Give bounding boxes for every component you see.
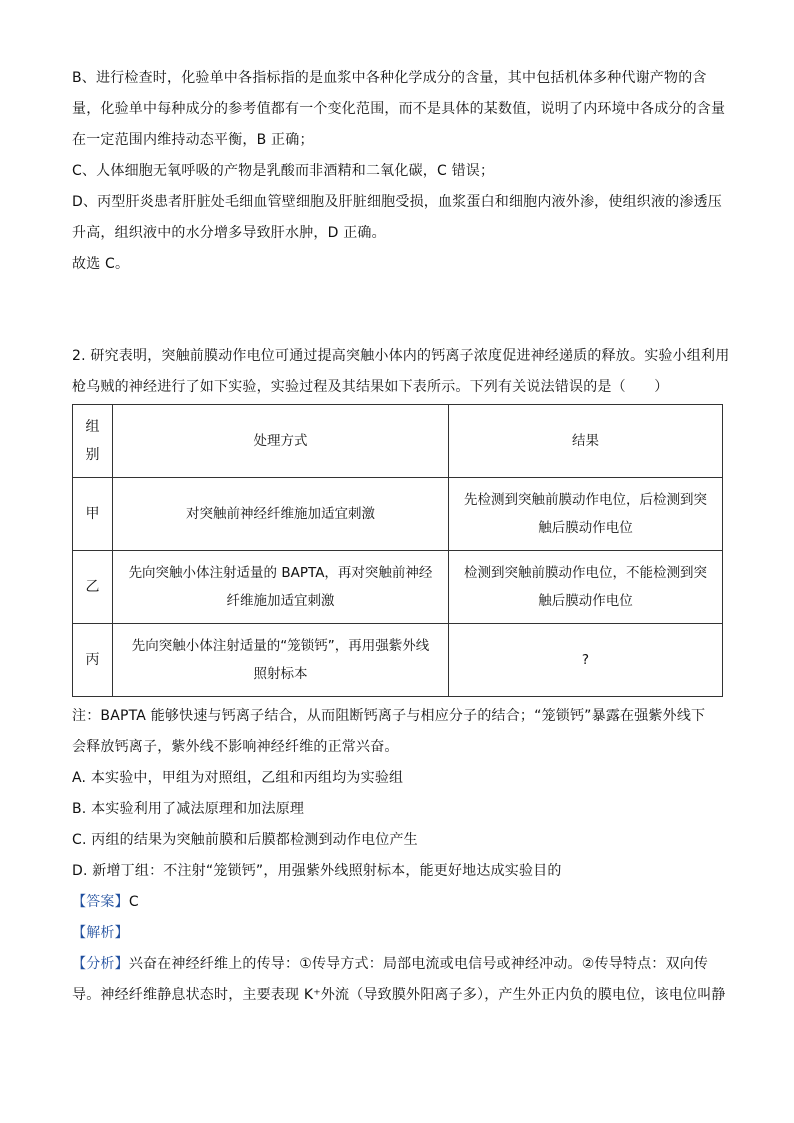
result-text-line: 触后膜动作电位	[538, 520, 633, 536]
fenxi-label: 【分析】	[72, 956, 129, 972]
group-header-char-2: 别	[85, 447, 100, 463]
option-b: B. 本实验利用了减法原理和加法原理	[72, 801, 305, 817]
method-cell	[113, 624, 449, 697]
option-d: D. 新增丁组：不注射“笼锁钙”，用强紫外线照射标本，能更好地达成实验目的	[72, 863, 562, 879]
group-cell: 乙	[73, 551, 113, 624]
method-text-line: 纤维施加适宜刺激	[226, 593, 335, 609]
analysis-line-1-text: 兴奋在神经纤维上的传导：①传导方式：局部电流或电信号或神经冲动。②传导特点：双向传	[128, 956, 709, 972]
solution-b-line-3: 在一定范围内维持动态平衡，B 正确；	[72, 132, 314, 148]
experiment-table	[72, 404, 723, 697]
question-stem-line-1: 2. 研究表明，突触前膜动作电位可通过提高突触小体内的钙离子浓度促进神经递质的释放。实验小组利用	[72, 348, 730, 364]
group-cell: 丙	[73, 624, 113, 697]
method-text-line: 对突触前神经纤维施加适宜刺激	[186, 506, 375, 522]
method-text-line: 照射标本	[253, 666, 308, 682]
result-text-line: 先检测到突触前膜动作电位，后检测到突	[464, 492, 707, 508]
result-header-cell: 结果	[449, 405, 723, 478]
group-header-char-1: 组	[85, 419, 100, 435]
method-text-line: 先向突触小体注射适量的“笼锁钙”，再用强紫外线	[131, 638, 430, 654]
option-c: C. 丙组的结果为突触前膜和后膜都检测到动作电位产生	[72, 832, 418, 848]
result-cell	[449, 551, 723, 624]
table-row	[73, 624, 723, 697]
table-row	[73, 478, 723, 551]
result-cell	[449, 624, 723, 697]
group-header-cell	[73, 405, 113, 478]
solution-b-line-1: B、进行检查时，化验单中各指标指的是血浆中各种化学成分的含量，其中包括机体多种代谢产物的含	[72, 70, 707, 86]
result-text-line: 触后膜动作电位	[538, 593, 633, 609]
answer-label: 【答案】	[72, 894, 129, 910]
analysis-line-2: 导。神经纤维静息状态时，主要表现 K⁺外流（导致膜外阳离子多），产生外正内负的膜电位，该电位叫静	[72, 987, 726, 1003]
note-line-2: 会释放钙离子，紫外线不影响神经纤维的正常兴奋。	[72, 739, 399, 755]
result-text-line: 检测到突触前膜动作电位，不能检测到突	[464, 565, 707, 581]
result-cell	[449, 478, 723, 551]
table-header-row	[73, 405, 723, 478]
result-text-line: ?	[581, 652, 590, 668]
method-header-cell: 处理方式	[113, 405, 449, 478]
group-cell: 甲	[73, 478, 113, 551]
answer-line	[72, 892, 139, 912]
method-cell	[113, 478, 449, 551]
solution-b-line-2: 量，化验单中每种成分的参考值都有一个变化范围，而不是具体的某数值，说明了内环境中各成分的含量	[72, 101, 726, 117]
question-stem-line-2: 枪乌贼的神经进行了如下实验，实验过程及其结果如下表所示。下列有关说法错误的是（ ）	[72, 379, 669, 395]
solution-c-line: C、人体细胞无氧呼吸的产物是乳酸而非酒精和二氧化碳，C 错误；	[72, 163, 495, 179]
option-a: A. 本实验中，甲组为对照组，乙组和丙组均为实验组	[72, 770, 404, 786]
answer-value: C	[128, 894, 139, 910]
method-cell	[113, 551, 449, 624]
analysis-heading: 【解析】	[72, 925, 129, 941]
method-text-line: 先向突触小体注射适量的 BAPTA，再对突触前神经	[128, 565, 433, 581]
table-row	[73, 551, 723, 624]
analysis-line-1	[72, 954, 708, 974]
solution-d-line-1: D、丙型肝炎患者肝脏处毛细血管壁细胞及肝脏细胞受损，血浆蛋白和细胞内液外渗，使组织液的渗透压	[72, 194, 722, 210]
note-line-1: 注：BAPTA 能够快速与钙离子结合，从而阻断钙离子与相应分子的结合；“笼锁钙”暴露在强紫外线下	[72, 708, 706, 724]
solution-d-line-2: 升高，组织液中的水分增多导致肝水肿，D 正确。	[72, 225, 386, 241]
solution-conclusion: 故选 C。	[72, 256, 130, 272]
analysis-label	[72, 923, 129, 943]
